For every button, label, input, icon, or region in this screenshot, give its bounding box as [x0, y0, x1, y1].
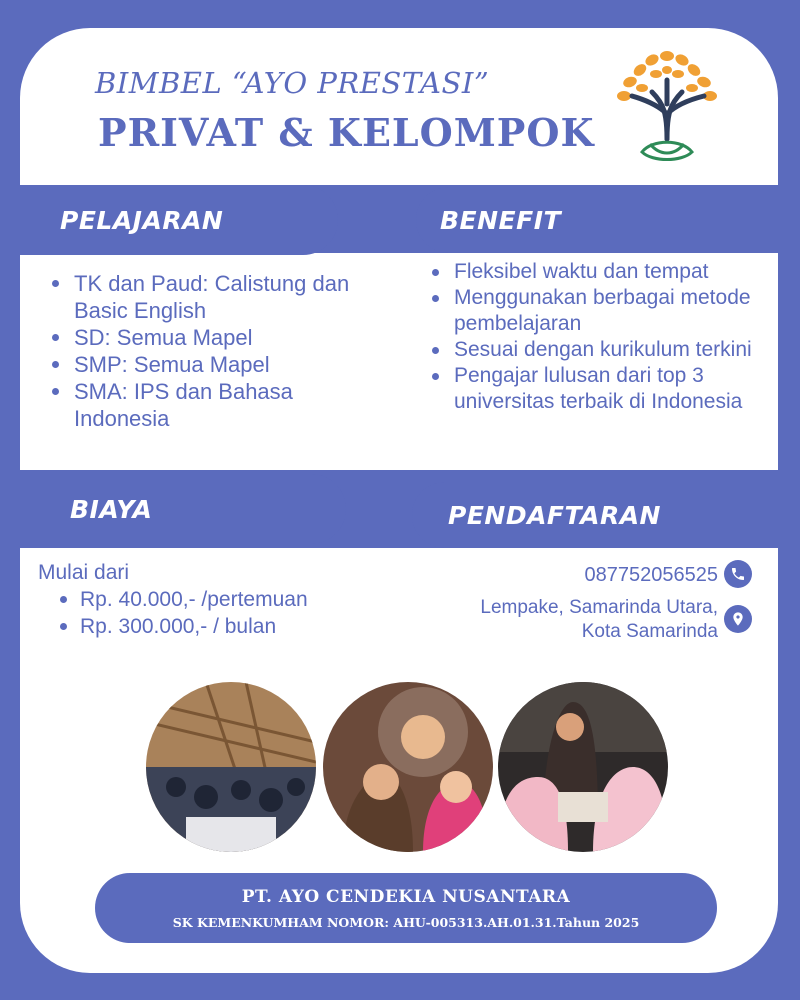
subtitle: BIMBEL “AYO PRESTASI” [95, 66, 490, 100]
photo-classroom [146, 682, 316, 852]
list-item: TK dan Paud: Calistung dan Basic English [50, 270, 370, 324]
tree-logo [612, 44, 722, 162]
price-item: Rp. 40.000,- /pertemuan [58, 586, 308, 613]
phone-number[interactable]: 087752056525 [584, 564, 718, 586]
biaya-heading: BIAYA [20, 474, 346, 544]
list-item: Fleksibel waktu dan tempat [430, 259, 770, 285]
pelajaran-list [50, 270, 370, 432]
benefit-list [430, 259, 770, 415]
registration-number: SK KEMENKUMHAM NOMOR: AHU-005313.AH.01.31.Tahun 2025 [172, 915, 640, 930]
address-line-2: Kota Samarinda [581, 621, 718, 642]
phone-icon[interactable] [724, 560, 752, 588]
list-item: Menggunakan berbagai metode pembelajaran [430, 285, 770, 337]
page-title: PRIVAT & KELOMPOK [98, 110, 595, 155]
list-item: Pengajar lulusan dari top 3 universitas terbaik di Indonesia [430, 363, 770, 415]
footer-banner [95, 873, 717, 943]
address-line-1: Lempake, Samarinda Utara, [480, 597, 718, 618]
list-item: SMP: Semua Mapel [50, 351, 370, 378]
price-item: Rp. 300.000,- / bulan [58, 613, 308, 640]
list-item: SMA: IPS dan Bahasa Indonesia [50, 378, 370, 432]
pendaftaran-heading: PENDAFTARAN [412, 482, 778, 548]
location-icon[interactable] [724, 605, 752, 633]
photo-students-group [323, 682, 493, 852]
photo-study-session [498, 682, 668, 852]
list-item: Sesuai dengan kurikulum terkini [430, 337, 770, 363]
price-list [58, 586, 308, 640]
address [480, 596, 718, 644]
list-item: SD: Semua Mapel [50, 324, 370, 351]
pelajaran-heading: PELAJARAN [20, 185, 338, 255]
biaya-intro: Mulai dari [38, 561, 130, 584]
company-name: PT. AYO CENDEKIA NUSANTARA [241, 887, 571, 907]
benefit-heading: BENEFIT [416, 187, 778, 253]
